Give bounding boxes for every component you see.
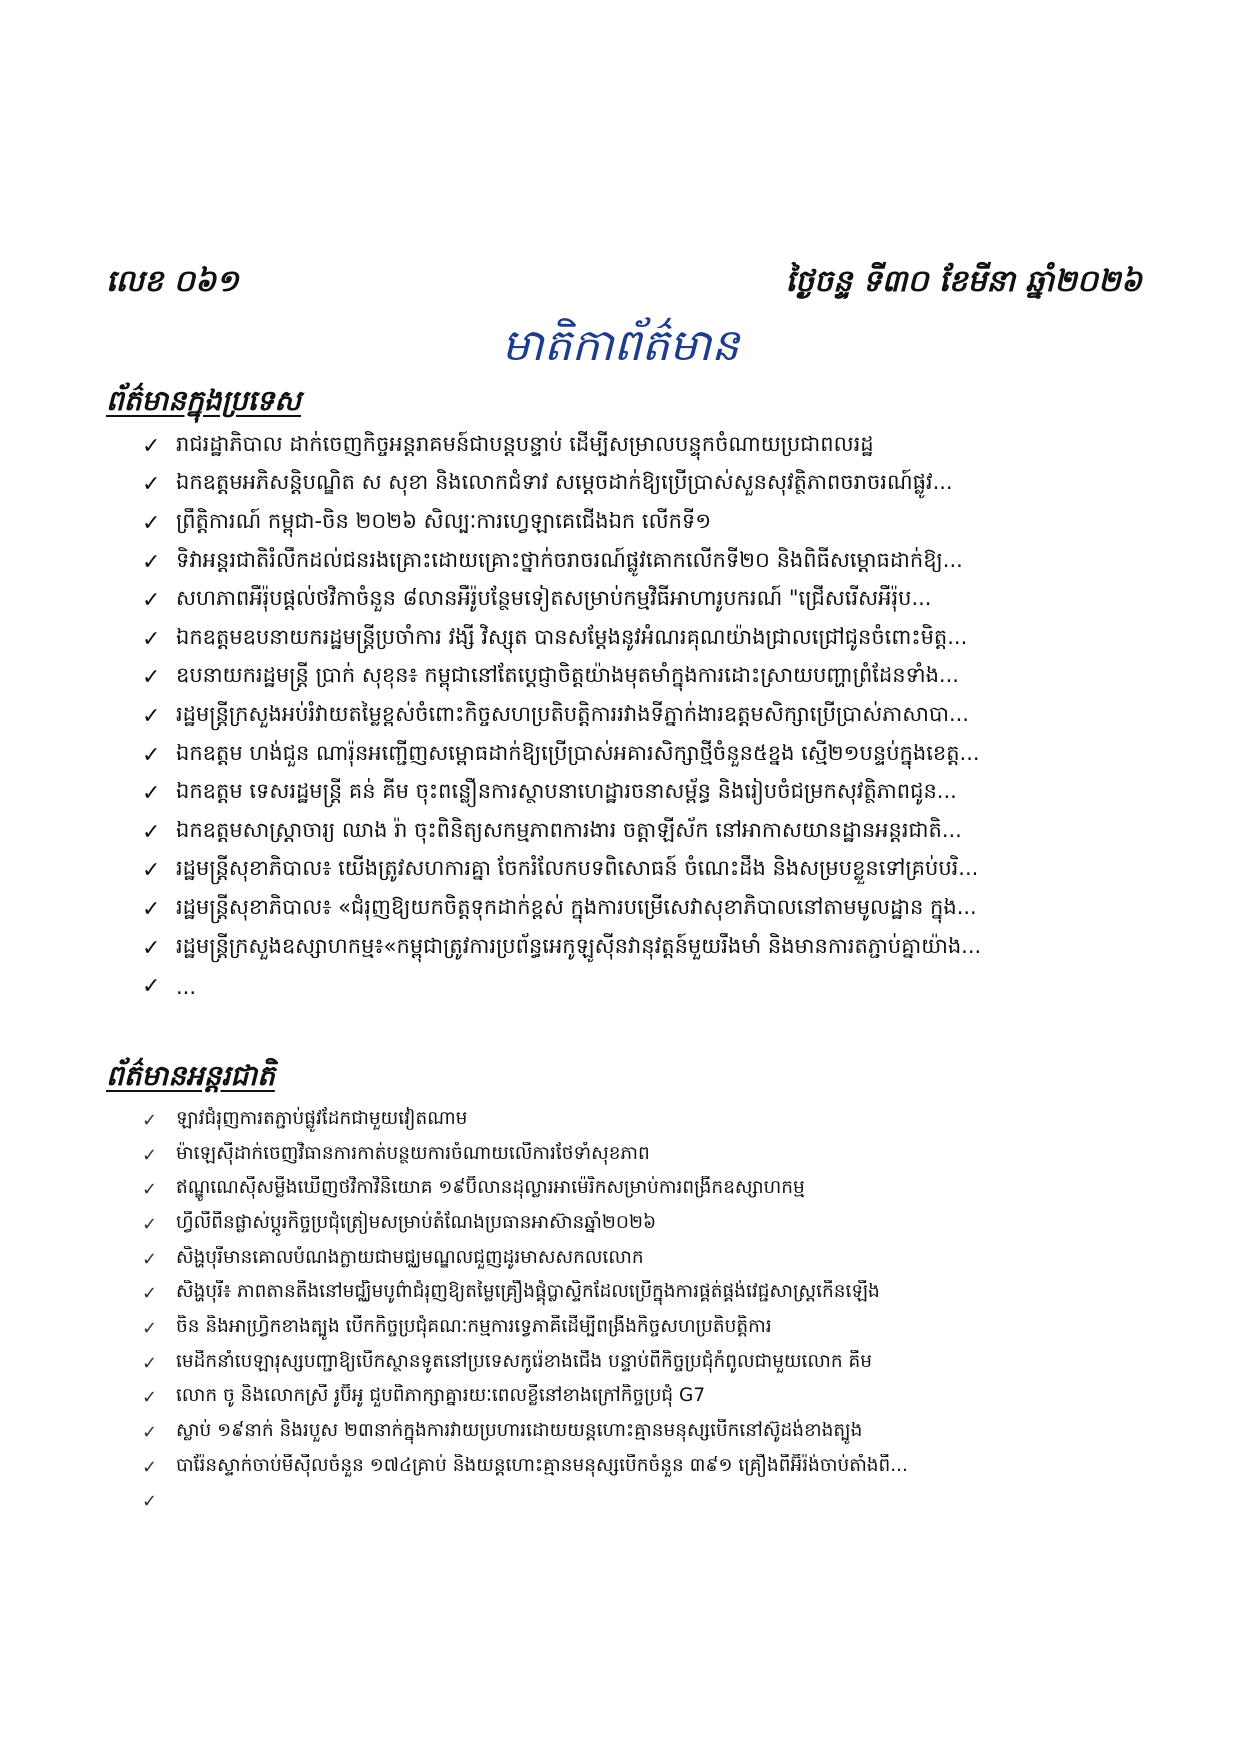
list-item [142, 1138, 1152, 1173]
check-icon: ✓ [142, 781, 161, 807]
international-news-heading: ព័ត៌មានអន្តរជាតិ [106, 1059, 275, 1092]
list-item [142, 774, 1152, 813]
list-item-text: ទិវាអន្តរជាតិរំលឹកដល់ជនរងគ្រោះដោយគ្រោះថ្នាក់ចរាចរណ៍ផ្លូវគោកលើកទី២០ និងពិធីសម្តោធដាក់ឱ្យ... [176, 547, 963, 572]
list-item [142, 890, 1152, 929]
list-item [142, 1415, 1152, 1450]
list-item [142, 1276, 1152, 1311]
domestic-news-heading: ព័ត៌មានក្នុងប្រទេស [106, 384, 301, 417]
issue-number: លេខ ០៦១ [106, 264, 239, 299]
check-icon: ✓ [142, 935, 161, 961]
list-item [142, 581, 1152, 620]
check-icon: ✓ [142, 1456, 158, 1478]
list-item-text: ម៉ាឡេស៊ីដាក់ចេញវិធានការកាត់បន្ថយការចំណាយលើការថែទាំសុខភាព [176, 1142, 650, 1164]
list-item [142, 466, 1152, 505]
list-item-text: មេដឹកនាំបេឡារុស្សបញ្ជាឱ្យបើកស្ថានទូតនៅប្រទេសកូរ៉េខាងជើង បន្ទាប់ពីកិច្ចប្រជុំកំពូលជាមួយលោក គីម [176, 1350, 873, 1372]
check-icon: ✓ [142, 974, 161, 1000]
check-icon: ✓ [142, 665, 161, 691]
check-icon: ✓ [142, 1317, 158, 1339]
list-item-text: ឯកឧត្តមសាស្ត្រាចារ្យ ឈាង រ៉ា ចុះពិនិត្យសកម្មភាពការងារ ចត្តាឡីស័ក នៅអាកាសយានដ្ឋានអន្តរជាតិ... [176, 817, 962, 842]
list-item [142, 1311, 1152, 1346]
check-icon: ✓ [142, 1352, 158, 1374]
check-icon: ✓ [142, 1248, 158, 1270]
check-icon: ✓ [142, 549, 161, 575]
list-item-text: សិង្ហបុរី៖ ភាពតានតឹងនៅមជ្ឈិមបូព៌ាជំរុញឱ្យតម្លៃគ្រឿងផ្គុំប្លាស្ទិកដែលប្រើក្នុងការផ្គត់ផ្គង់វេជ្ជសាស្ត្រកើនឡើង [176, 1281, 880, 1303]
list-item-text: ឡាវជំរុញការតភ្ជាប់ផ្លូវដែកជាមួយវៀតណាម [176, 1107, 468, 1129]
list-item-text: រដ្ឋមន្ត្រីក្រសួងអប់រំវាយតម្លៃខ្ពស់ចំពោះកិច្ចសហប្រតិបត្តិការរវាងទីភ្នាក់ងារឧត្តមសិក្សាប្រើប្រាស់ភាសាបា... [176, 701, 969, 726]
list-item-text: ... [176, 974, 197, 999]
check-icon: ✓ [142, 588, 161, 614]
list-item-text: ព្រឹត្តិការណ៍ កម្ពុជា-ចិន ២០២៦ សិល្បៈការហ្វេឡាគេជើងឯក លើកទី១ [176, 508, 712, 533]
list-item [142, 813, 1152, 852]
check-icon: ✓ [142, 626, 161, 652]
list-item-text: រដ្ឋមន្ត្រីសុខាភិបាល៖ «ជំរុញឱ្យយកចិត្តទុកដាក់ខ្ពស់ ក្នុងការបម្រើសេវាសុខាភិបាលនៅតាមមូលដ្ឋាន ក្នុង... [176, 894, 977, 919]
list-item-text: រដ្ឋមន្ត្រីក្រសួងឧស្សាហកម្ម៖«កម្ពុជាត្រូវការប្រព័ន្ធអេកូឡូស៊ីនវានុវត្តន៍មួយរឹងមាំ និងមានការតភ្ជាប់គ្នាយ៉ាង... [176, 933, 982, 958]
issue-date: ថ្ងៃចន្ទ ទី៣០ ខែមីនា ឆ្នាំ២០២៦ [785, 264, 1142, 299]
check-icon: ✓ [142, 742, 161, 768]
list-item-text: សិង្ហបុរីមានគោលបំណងក្លាយជាមជ្ឈមណ្ឌលជួញដូរមាសសកលលោក [176, 1246, 644, 1268]
check-icon: ✓ [142, 1109, 158, 1131]
international-news-list [142, 1103, 1152, 1519]
list-item-text: ចិន និងអាហ្វ្រិកខាងត្បូង បើកកិច្ចប្រជុំគណៈកម្មការទ្វេភាគីដើម្បីពង្រឹងកិច្ចសហប្រតិបត្តិការ [176, 1315, 772, 1337]
list-item [142, 620, 1152, 659]
list-item [142, 659, 1152, 698]
list-item [142, 1207, 1152, 1242]
list-item-text: លោក ចូ និងលោកស្រី រូប៊ីអូ ជួបពិភាក្សាគ្នារយៈពេលខ្លីនៅខាងក្រៅកិច្ចប្រជុំ G7 [176, 1385, 706, 1407]
list-item [142, 929, 1152, 968]
check-icon: ✓ [142, 819, 161, 845]
check-icon: ✓ [142, 1213, 158, 1235]
list-item-text: ឯកឧត្តមឧបនាយករដ្ឋមន្ត្រីប្រចាំការ វង្សី វិស្សុត បានសម្តែងនូវអំណរគុណយ៉ាងជ្រាលជ្រៅជូនចំពោះមិត្ត... [176, 624, 968, 649]
list-item [142, 1485, 1152, 1520]
list-item-text: ឥណ្ឌូណេស៊ីសម្លឹងឃើញថវិកាវិនិយោគ ១៩ប៊ីលានដុល្លារអាម៉េរិកសម្រាប់ការពង្រីកឧស្សាហកម្ម [176, 1177, 805, 1199]
list-item-text: ឧបនាយករដ្ឋមន្ត្រី ប្រាក់ សុខុន៖ កម្ពុជានៅតែប្តេជ្ញាចិត្តយ៉ាងមុតមាំក្នុងការដោះស្រាយបញ្ហាព្រំដែនទាំង... [176, 663, 959, 688]
check-icon: ✓ [142, 1422, 158, 1444]
list-item [142, 1381, 1152, 1416]
check-icon: ✓ [142, 896, 161, 922]
page-title: មាតិកាព័ត៌មាន [501, 320, 740, 371]
list-item [142, 504, 1152, 543]
list-item [142, 1242, 1152, 1277]
list-item [142, 543, 1152, 582]
list-item [142, 1172, 1152, 1207]
list-item-text: ឯកឧត្តមអភិសន្តិបណ្ឌិត ស សុខា និងលោកជំទាវ សម្តេចដាក់ឱ្យប្រើប្រាស់សួនសុវត្ថិភាពចរាចរណ៍ផ្លូវ... [176, 470, 953, 495]
list-item-text: រាជរដ្ឋាភិបាល ដាក់ចេញកិច្ចអន្តរាគមន៍ជាបន្តបន្ទាប់ ដើម្បីសម្រាលបន្ទុកចំណាយប្រជាពលរដ្ឋ [176, 431, 874, 456]
check-icon: ✓ [142, 858, 161, 884]
check-icon: ✓ [142, 510, 161, 536]
domestic-news-list [142, 427, 1152, 1006]
check-icon: ✓ [142, 1144, 158, 1166]
check-icon: ✓ [142, 472, 161, 498]
check-icon: ✓ [142, 1491, 158, 1513]
list-item-text: ហ្វីលីពីនផ្លាស់ប្តូរកិច្ចប្រជុំត្រៀមសម្រាប់តំណែងប្រធានអាស៊ានឆ្នាំ២០២៦ [176, 1211, 657, 1233]
list-item [142, 1450, 1152, 1485]
check-icon: ✓ [142, 1387, 158, 1409]
check-icon: ✓ [142, 703, 161, 729]
list-item-text: ឯកឧត្តម ទេសរដ្ឋមន្ត្រី គន់ គីម ចុះពន្លឿនការស្ថាបនាហេដ្ឋារចនាសម្ព័ន្ធ និងរៀបចំជម្រកសុវត្ថិភាពជូន... [176, 779, 957, 804]
list-item-text: រដ្ឋមន្ត្រីសុខាភិបាល៖ យើងត្រូវសហការគ្នា ចែករំលែកបទពិសោធន៍ ចំណេះដឹង និងសម្របខ្លួនទៅគ្រប់បរិ... [176, 856, 979, 881]
list-item-text: បារ៉ែនស្ទាក់ចាប់មីស៊ីលចំនួន ១៧៤គ្រាប់ និងយន្តហោះគ្មានមនុស្សបើកចំនួន ៣៩១ គ្រឿងពីអ៊ីរ៉ង់ចាប់តាំងពី... [176, 1454, 908, 1476]
list-item-text: ស្លាប់ ១៩នាក់ និងរបួស ២៣នាក់ក្នុងការវាយប្រហារដោយយន្តហោះគ្មានមនុស្សបើកនៅស៊ូដង់ខាងត្បូង [176, 1420, 863, 1442]
list-item [142, 967, 1152, 1006]
list-item [142, 852, 1152, 891]
list-item-text: សហភាពអឺរ៉ុបផ្តល់ថវិកាចំនួន ៨លានអឺរ៉ូបន្ថែមទៀតសម្រាប់កម្មវិធីអាហារូបករណ៍ "ជ្រើសរើសអឺរ៉ុប... [176, 586, 932, 611]
check-icon: ✓ [142, 1179, 158, 1201]
list-item [142, 1346, 1152, 1381]
list-item [142, 427, 1152, 466]
check-icon: ✓ [142, 1283, 158, 1305]
list-item [142, 1103, 1152, 1138]
list-item [142, 697, 1152, 736]
list-item [142, 736, 1152, 775]
check-icon: ✓ [142, 433, 161, 459]
list-item-text: ឯកឧត្តម ហង់ជួន ណារ៉ុនអញ្ជើញសម្ពោធដាក់ឱ្យប្រើប្រាស់អគារសិក្សាថ្មីចំនួន៥ខ្នង ស្មើ២១បន្ទប់ក្នុងខេត្ត... [176, 740, 980, 765]
